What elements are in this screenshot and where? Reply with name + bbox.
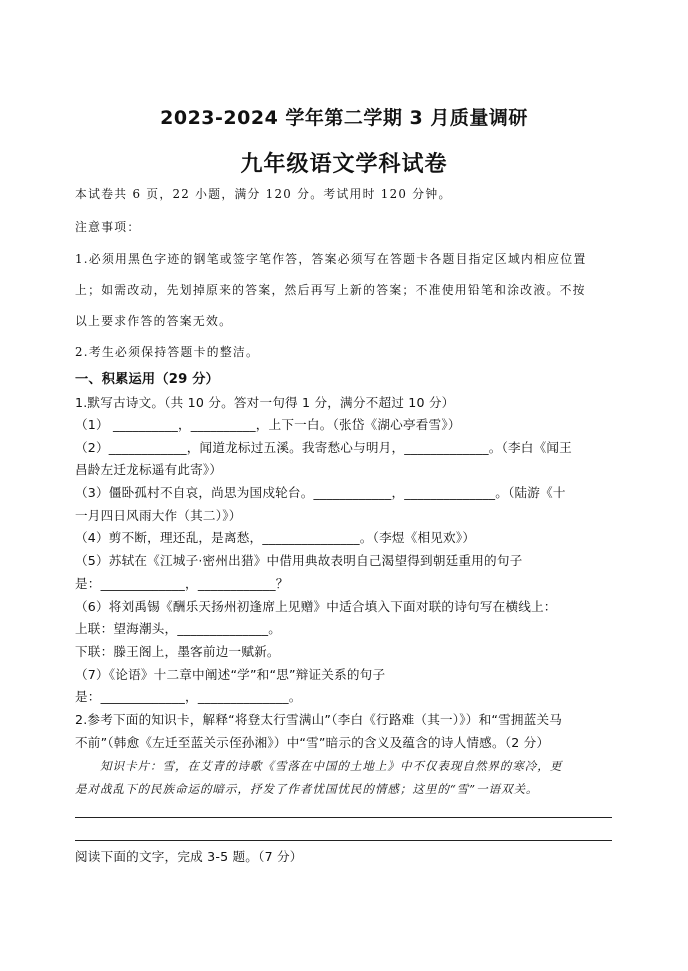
question-1-3-line-1: （3）僵卧孤村不自哀，尚思为国戍轮台。____________，______________。（陆游《十	[75, 485, 566, 500]
notice-1-line-1: 1.必须用黑色字迹的钢笔或签字笔作答，答案必须写在答题卡各题目指定区域内相应位置	[75, 252, 587, 266]
question-1-6-upper: 上联：望海潮头，______________。	[75, 621, 282, 636]
answer-line-2	[75, 840, 612, 841]
question-1-6-line-1: （6）将刘禹锡《酬乐天扬州初逢席上见赠》中适合填入下面对联的诗句写在横线上：	[75, 599, 557, 614]
question-2-line-2: 不前”（韩愈《左迁至蓝关示侄孙湘》）中“雪”暗示的含义及蕴含的诗人情感。（2 分）	[75, 735, 550, 750]
question-1-4: （4）剪不断，理还乱，是离愁，_______________。（李煜《相见欢》）	[75, 530, 476, 545]
section-1-heading: 一、积累运用（29 分）	[75, 372, 220, 387]
question-1-title: 1.默写古诗文。（共 10 分。答对一句得 1 分，满分不超过 10 分）	[75, 395, 455, 410]
notice-2: 2.考生必须保持答题卡的整洁。	[75, 345, 260, 359]
question-1-2-line-1: （2）____________，闻道龙标过五溪。我寄愁心与明月，_____________。（李白《闻王	[75, 440, 572, 455]
question-1-1: （1） __________，__________，上下一白。（张岱《湖心亭看雪》）	[75, 417, 461, 432]
knowledge-card-line-1: 知识卡片：雪，在艾青的诗歌《雪落在中国的土地上》中不仅表现自然界的寒冷，更	[100, 759, 563, 773]
question-2-line-1: 2.参考下面的知识卡，解释“将登太行雪满山”（李白《行路难（其一）》）和“雪拥蓝关马	[75, 712, 563, 727]
notice-1-line-2: 上；如需改动，先划掉原来的答案，然后再写上新的答案；不准使用铅笔和涂改液。不按	[75, 283, 586, 297]
question-1-5-line-1: （5）苏轼在《江城子·密州出猎》中借用典故表明自己渴望得到朝廷重用的句子	[75, 553, 523, 568]
question-1-7-line-1: （7）《论语》十二章中阐述“学”和“思”辩证关系的句子	[75, 667, 386, 682]
exam-subtitle: 九年级语文学科试卷	[240, 152, 448, 177]
notice-1-line-3: 以上要求作答的答案无效。	[75, 314, 233, 328]
question-1-7-line-2: 是：_____________，______________。	[75, 689, 302, 704]
question-1-3-line-2: 一月四日风雨大作（其二）》）	[75, 508, 242, 523]
exam-info: 本试卷共 6 页，22 小题，满分 120 分。考试用时 120 分钟。	[75, 187, 452, 201]
exam-title: 2023-2024 学年第二学期 3 月质量调研	[160, 107, 528, 129]
knowledge-card-line-2: 是对战乱下的民族命运的暗示，抒发了作者忧国忧民的情感；这里的“雪”一语双关。	[75, 782, 539, 796]
question-1-5-line-2: 是：_____________，____________？	[75, 576, 289, 591]
notice-label: 注意事项：	[75, 220, 141, 234]
answer-line-1	[75, 817, 612, 818]
question-1-6-lower: 下联：滕王阁上，墨客前边一赋新。	[75, 644, 280, 659]
reading-instruction: 阅读下面的文字，完成 3-5 题。（7 分）	[75, 849, 303, 864]
question-1-2-line-2: 昌龄左迁龙标遥有此寄》）	[75, 462, 223, 477]
